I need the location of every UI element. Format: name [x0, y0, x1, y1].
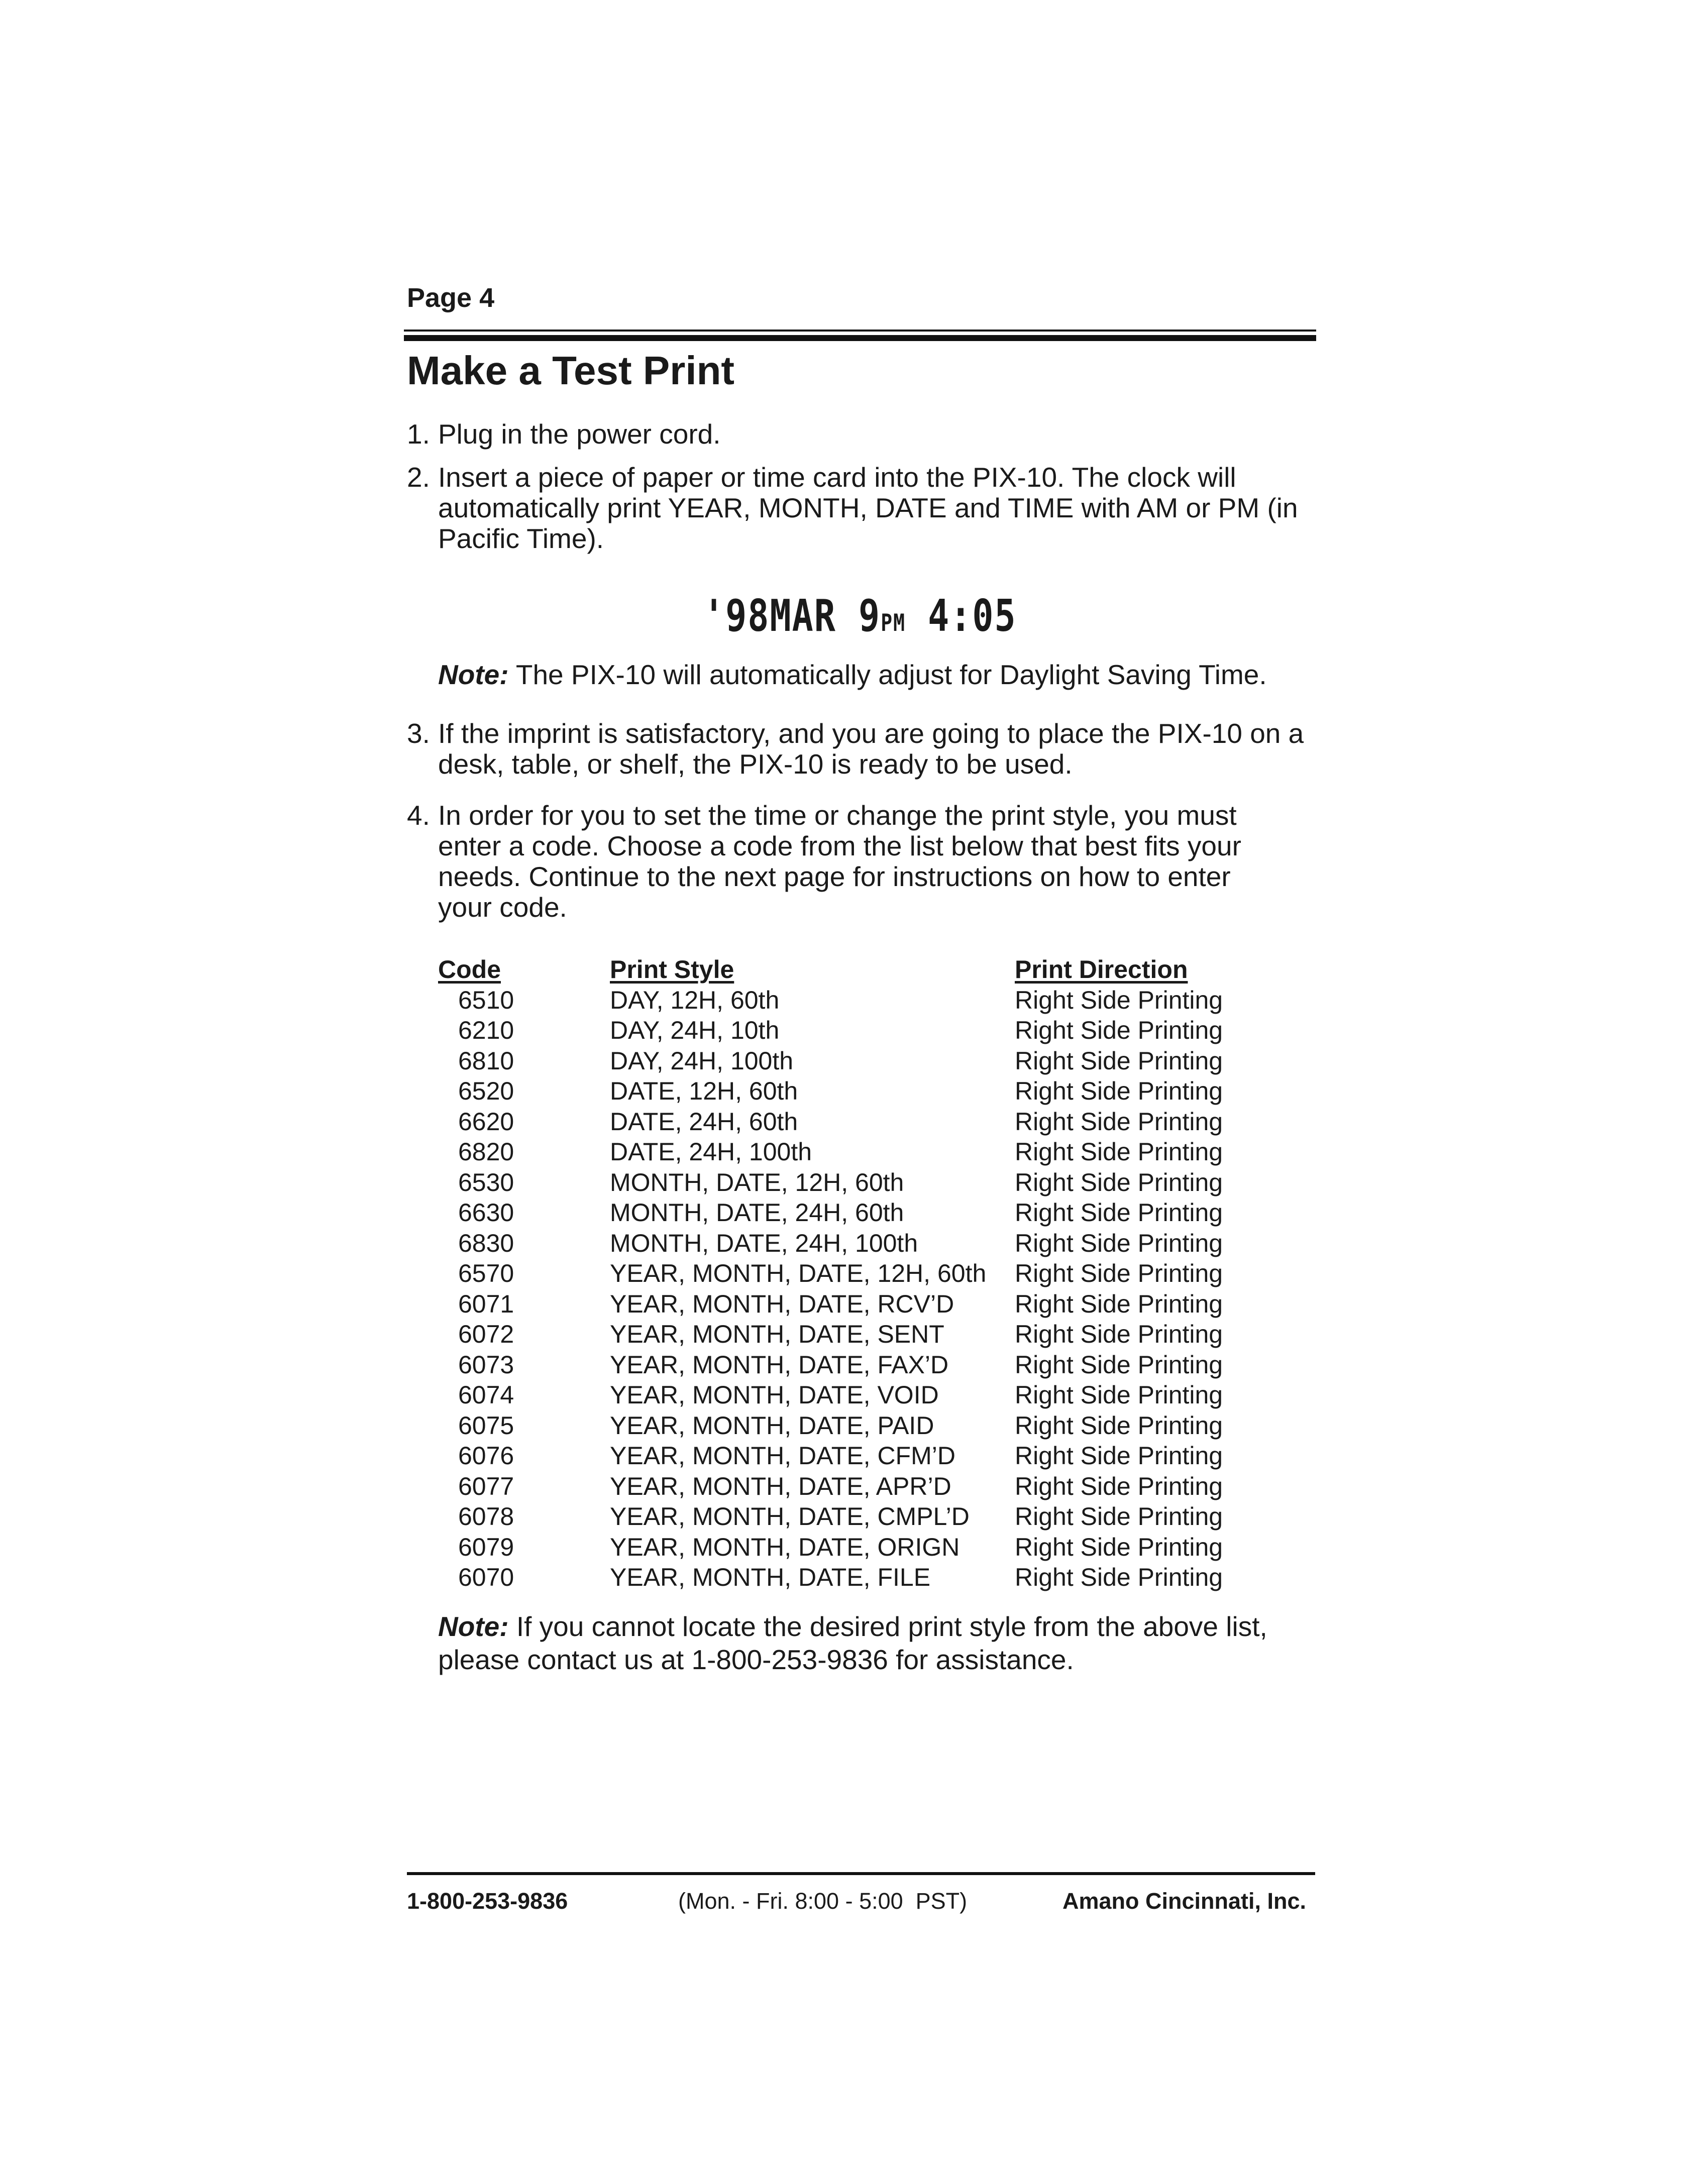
step-text: Plug in the power cord.: [438, 418, 721, 450]
table-row: [438, 1107, 1302, 1137]
table-row: [438, 1350, 1302, 1380]
imprint-time: 4:05: [928, 590, 1017, 641]
step-text: If the imprint is satisfactory, and you are going to place the PIX-10 on a desk, table, or shelf, the PIX-10 is ready to be used.: [438, 718, 1304, 780]
table-row: [438, 1197, 1302, 1228]
imprint-day: 9: [859, 590, 881, 641]
cell-code: 6510: [458, 986, 514, 1014]
cell-print-style: YEAR, MONTH, DATE, CMPL’D: [610, 1502, 970, 1531]
cell-print-direction: Right Side Printing: [1015, 1107, 1223, 1136]
column-header-print-style: Print Style: [610, 955, 734, 984]
table-row: [438, 1471, 1302, 1502]
header-rule-thin: [404, 330, 1316, 332]
cell-print-style: MONTH, DATE, 24H, 60th: [610, 1198, 904, 1227]
cell-code: 6810: [458, 1046, 514, 1075]
table-row: [438, 1319, 1302, 1350]
cell-code: 6074: [458, 1381, 514, 1409]
column-header-print-direction: Print Direction: [1015, 955, 1188, 984]
table-row: [438, 1167, 1302, 1198]
table-row: [438, 1380, 1302, 1410]
table-row: [438, 1046, 1302, 1076]
cell-code: 6072: [458, 1320, 514, 1348]
cell-print-direction: Right Side Printing: [1015, 1046, 1223, 1075]
cell-print-style: YEAR, MONTH, DATE, VOID: [610, 1381, 939, 1409]
step-number: 1.: [407, 418, 430, 450]
table-row: [438, 1410, 1302, 1441]
step-number: 3.: [407, 718, 430, 749]
imprint-year: '98: [703, 590, 770, 641]
cell-print-direction: Right Side Printing: [1015, 1229, 1223, 1257]
cell-print-direction: Right Side Printing: [1015, 1411, 1223, 1440]
column-header-code: Code: [438, 955, 501, 984]
footer-hours: (Mon. - Fri. 8:00 - 5:00 PST): [678, 1888, 968, 1914]
cell-print-style: YEAR, MONTH, DATE, SENT: [610, 1320, 944, 1348]
note-label: Note:: [438, 659, 509, 690]
step-number: 4.: [407, 800, 430, 831]
code-table: [438, 954, 1302, 1593]
cell-print-direction: Right Side Printing: [1015, 1077, 1223, 1105]
footer-phone: 1-800-253-9836: [407, 1888, 568, 1914]
page-title: Make a Test Print: [407, 348, 735, 393]
table-row: [438, 1228, 1302, 1259]
step-text: In order for you to set the time or change the print style, you must enter a code. Choose a code from the list below that best fits your needs. Continue to the next page for instructions on how to enter your code.: [438, 800, 1241, 923]
cell-print-direction: Right Side Printing: [1015, 1381, 1223, 1409]
cell-code: 6079: [458, 1533, 514, 1561]
cell-print-style: DATE, 24H, 60th: [610, 1107, 798, 1136]
table-row: [438, 1562, 1302, 1593]
cell-code: 6076: [458, 1442, 514, 1470]
table-row: [438, 1532, 1302, 1563]
imprint-month: MAR: [770, 590, 836, 641]
cell-code: 6520: [458, 1077, 514, 1105]
cell-print-direction: Right Side Printing: [1015, 1533, 1223, 1561]
cell-print-style: YEAR, MONTH, DATE, 12H, 60th: [610, 1259, 987, 1287]
step-4: [407, 800, 1291, 923]
table-header-row: [438, 954, 1302, 985]
imprint-ampm: PM: [881, 609, 906, 636]
step-1: [407, 419, 1321, 450]
cell-print-style: YEAR, MONTH, DATE, FILE: [610, 1563, 931, 1591]
cell-code: 6210: [458, 1016, 514, 1044]
cell-print-direction: Right Side Printing: [1015, 1442, 1223, 1470]
cell-code: 6570: [458, 1259, 514, 1287]
cell-code: 6073: [458, 1350, 514, 1379]
cell-print-direction: Right Side Printing: [1015, 1138, 1223, 1166]
note-text: The PIX-10 will automatically adjust for Daylight Saving Time.: [515, 659, 1267, 690]
step-3: [407, 718, 1321, 780]
sample-imprint: [703, 590, 1017, 641]
cell-print-direction: Right Side Printing: [1015, 1168, 1223, 1196]
step-number: 2.: [407, 462, 430, 493]
cell-print-direction: Right Side Printing: [1015, 1320, 1223, 1348]
cell-print-style: YEAR, MONTH, DATE, PAID: [610, 1411, 934, 1440]
cell-print-style: YEAR, MONTH, DATE, CFM’D: [610, 1442, 955, 1470]
cell-print-style: YEAR, MONTH, DATE, APR’D: [610, 1472, 951, 1500]
cell-code: 6620: [458, 1107, 514, 1136]
cell-code: 6820: [458, 1138, 514, 1166]
header-rule-thick: [404, 335, 1316, 341]
cell-print-direction: Right Side Printing: [1015, 1259, 1223, 1287]
cell-print-style: DAY, 24H, 100th: [610, 1046, 794, 1075]
cell-code: 6830: [458, 1229, 514, 1257]
cell-print-style: MONTH, DATE, 24H, 100th: [610, 1229, 918, 1257]
note-label: Note:: [438, 1611, 509, 1642]
footer-company: Amano Cincinnati, Inc.: [1062, 1888, 1306, 1914]
cell-print-style: YEAR, MONTH, DATE, FAX’D: [610, 1350, 949, 1379]
cell-print-style: MONTH, DATE, 12H, 60th: [610, 1168, 904, 1196]
page-number: Page 4: [407, 283, 495, 313]
cell-print-style: YEAR, MONTH, DATE, ORIGN: [610, 1533, 960, 1561]
note-contact: [438, 1610, 1322, 1676]
cell-code: 6078: [458, 1502, 514, 1531]
cell-print-direction: Right Side Printing: [1015, 986, 1223, 1014]
cell-print-direction: Right Side Printing: [1015, 1289, 1223, 1318]
cell-code: 6071: [458, 1289, 514, 1318]
cell-print-style: DAY, 24H, 10th: [610, 1016, 780, 1044]
table-row: [438, 1501, 1302, 1532]
step-text: Insert a piece of paper or time card into the PIX-10. The clock will automatically print YEAR, MONTH, DATE and TIME with AM or PM (in Pacific Time).: [438, 462, 1298, 554]
cell-code: 6530: [458, 1168, 514, 1196]
cell-print-style: DAY, 12H, 60th: [610, 986, 780, 1014]
cell-print-style: DATE, 24H, 100th: [610, 1138, 812, 1166]
cell-print-style: YEAR, MONTH, DATE, RCV’D: [610, 1289, 954, 1318]
table-row: [438, 1258, 1302, 1289]
table-row: [438, 985, 1302, 1016]
cell-print-direction: Right Side Printing: [1015, 1563, 1223, 1591]
footer-rule: [407, 1872, 1315, 1875]
table-row: [438, 1289, 1302, 1320]
table-row: [438, 1441, 1302, 1471]
cell-print-style: DATE, 12H, 60th: [610, 1077, 798, 1105]
cell-code: 6070: [458, 1563, 514, 1591]
cell-code: 6630: [458, 1198, 514, 1227]
table-row: [438, 1076, 1302, 1107]
cell-code: 6075: [458, 1411, 514, 1440]
table-row: [438, 1137, 1302, 1167]
step-2: [407, 462, 1311, 554]
cell-code: 6077: [458, 1472, 514, 1500]
note-dst: [438, 658, 1322, 691]
cell-print-direction: Right Side Printing: [1015, 1472, 1223, 1500]
cell-print-direction: Right Side Printing: [1015, 1350, 1223, 1379]
cell-print-direction: Right Side Printing: [1015, 1502, 1223, 1531]
note-text: If you cannot locate the desired print style from the above list, please contact us at 1-800-253-9836 for assistance.: [438, 1611, 1267, 1675]
cell-print-direction: Right Side Printing: [1015, 1198, 1223, 1227]
cell-print-direction: Right Side Printing: [1015, 1016, 1223, 1044]
table-row: [438, 1015, 1302, 1046]
